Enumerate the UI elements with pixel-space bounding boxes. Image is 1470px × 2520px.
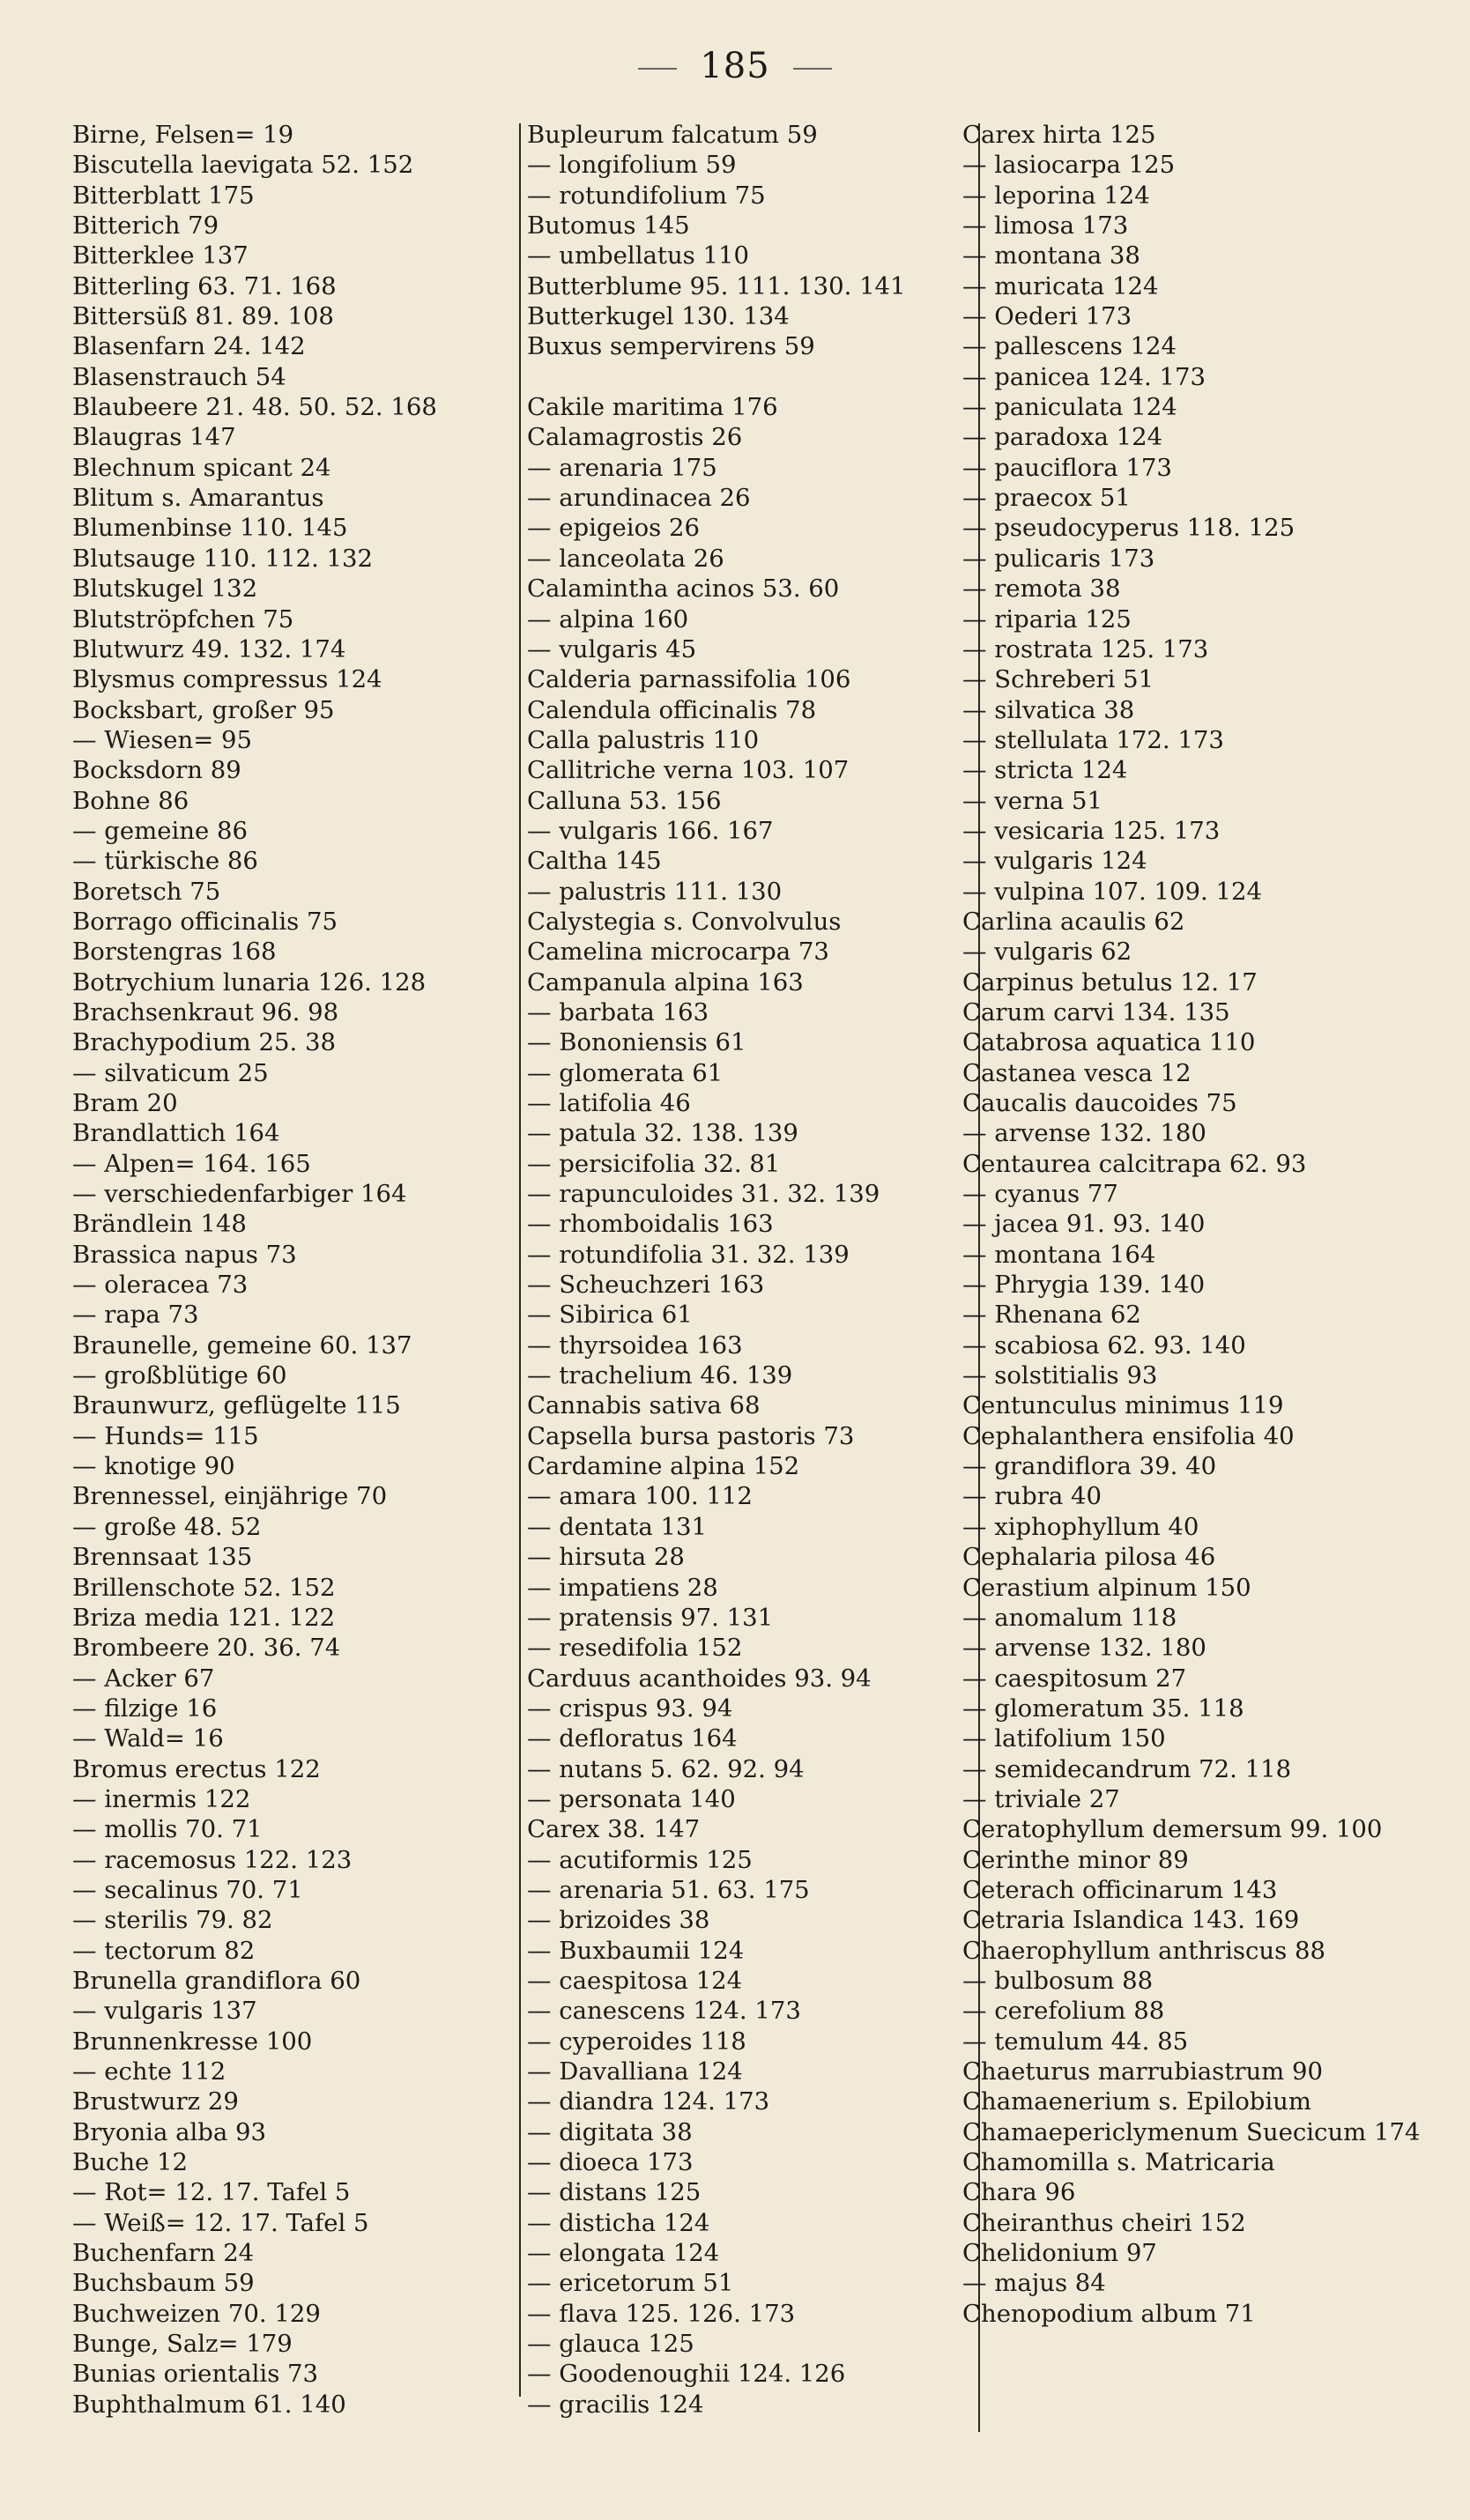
index-entry: Blechnum spicant 24 — [72, 453, 331, 482]
index-entry: — pseudocyperus 118. 125 — [962, 514, 1296, 543]
index-entry: Biscutella laevigata 52. 152 — [72, 151, 414, 180]
index-entry: — großblütige 60 — [72, 1361, 287, 1390]
index-entry: Chenopodium album 71 — [962, 2299, 1256, 2328]
index-entry: — Sibirica 61 — [527, 1301, 693, 1330]
index-entry: — gracilis 124 — [527, 2390, 704, 2419]
index-entry: — knotige 90 — [72, 1452, 235, 1481]
index-entry: — cerefolium 88 — [962, 1997, 1165, 2026]
index-entry: Brachypodium 25. 38 — [72, 1028, 336, 1057]
index-entry: — amara 100. 112 — [527, 1482, 753, 1511]
index-entry: Chelidonium 97 — [962, 2239, 1157, 2268]
index-entry: — flava 125. 126. 173 — [527, 2299, 796, 2328]
index-entry: — paniculata 124 — [962, 393, 1177, 422]
index-entry: Blaugras 147 — [72, 423, 236, 452]
index-entry: Brillenschote 52. 152 — [72, 1573, 336, 1602]
index-entry: — Phrygia 139. 140 — [962, 1271, 1206, 1300]
index-entry: Calendula officinalis 78 — [527, 695, 817, 724]
index-entry: — gemeine 86 — [72, 816, 248, 845]
index-entry: — Hunds= 115 — [72, 1421, 259, 1450]
index-entry: — rotundifolia 31. 32. 139 — [527, 1240, 850, 1269]
index-entry: — solstitialis 93 — [962, 1361, 1158, 1390]
page-number: 185 — [0, 46, 1470, 86]
index-entry: — arenaria 175 — [527, 453, 717, 482]
index-entry: Callitriche verna 103. 107 — [527, 756, 850, 785]
index-entry: — remota 38 — [962, 574, 1121, 604]
index-entry: Boretsch 75 — [72, 877, 221, 906]
index-entry: Brandlattich 164 — [72, 1119, 280, 1148]
index-entry: — bulbosum 88 — [962, 1966, 1154, 1995]
index-entry: Cerinthe minor 89 — [962, 1845, 1189, 1874]
index-entry: — arundinacea 26 — [527, 484, 751, 513]
index-entry: — Rot= 12. 17. Tafel 5 — [72, 2178, 351, 2207]
index-entry: — distans 125 — [527, 2178, 702, 2207]
index-entry: Cephalanthera ensifolia 40 — [962, 1421, 1295, 1450]
index-entry: — Weiß= 12. 17. Tafel 5 — [72, 2208, 369, 2237]
index-entry: Bitterblatt 175 — [72, 181, 255, 210]
index-entry: Ceterach officinarum 143 — [962, 1875, 1278, 1904]
index-entry: — vulgaris 166. 167 — [527, 816, 774, 845]
index-entry: — caespitosum 27 — [962, 1664, 1187, 1693]
index-entry: Butomus 145 — [527, 211, 690, 241]
index-entry: Cakile maritima 176 — [527, 393, 778, 422]
index-entry: — limosa 173 — [962, 211, 1129, 241]
index-entry: Bocksdorn 89 — [72, 756, 241, 785]
index-entry: — mollis 70. 71 — [72, 1815, 263, 1844]
index-entry: — rubra 40 — [962, 1482, 1102, 1511]
index-entry: — pallescens 124 — [962, 332, 1177, 361]
index-entry: — personata 140 — [527, 1784, 736, 1813]
index-entry: Blutsauge 110. 112. 132 — [72, 544, 374, 573]
index-entry: — türkische 86 — [72, 847, 258, 876]
index-entry: — elongata 124 — [527, 2239, 720, 2268]
index-entry: Chara 96 — [962, 2178, 1076, 2207]
index-entry: — vulpina 107. 109. 124 — [962, 877, 1262, 906]
index-entry: — epigeios 26 — [527, 514, 700, 543]
index-entry: Camelina microcarpa 73 — [527, 938, 829, 967]
index-entry: Brunella grandiflora 60 — [72, 1966, 361, 1995]
index-entry: Calamagrostis 26 — [527, 423, 743, 452]
index-entry: Blutwurz 49. 132. 174 — [72, 634, 346, 663]
index-entry: — verna 51 — [962, 786, 1103, 815]
index-entry: — crispus 93. 94 — [527, 1694, 733, 1723]
index-entry: — xiphophyllum 40 — [962, 1512, 1199, 1541]
index-entry: — Oederi 173 — [962, 302, 1132, 331]
index-entry: — tectorum 82 — [72, 1936, 256, 1965]
index-entry: — anomalum 118 — [962, 1603, 1177, 1632]
index-entry: — grandiflora 39. 40 — [962, 1452, 1217, 1481]
index-entry: — acutiformis 125 — [527, 1845, 753, 1874]
index-entry: — vulgaris 62 — [962, 938, 1132, 967]
index-entry: — Goodenoughii 124. 126 — [527, 2360, 846, 2389]
index-entry: — cyperoides 118 — [527, 2027, 746, 2056]
index-entry: Carduus acanthoides 93. 94 — [527, 1664, 872, 1693]
index-entry: — hirsuta 28 — [527, 1543, 685, 1572]
index-entry: — dentata 131 — [527, 1512, 707, 1541]
index-entry: — umbellatus 110 — [527, 241, 749, 271]
index-entry: Brustwurz 29 — [72, 2087, 239, 2116]
index-entry: — longifolium 59 — [527, 151, 737, 180]
index-entry: — Scheuchzeri 163 — [527, 1271, 765, 1300]
index-entry: Calderia parnassifolia 106 — [527, 665, 851, 694]
index-entry: Carum carvi 134. 135 — [962, 997, 1230, 1027]
index-entry: Butterblume 95. 111. 130. 141 — [527, 271, 906, 300]
index-entry: Buphthalmum 61. 140 — [72, 2390, 346, 2419]
index-entry: — alpina 160 — [527, 604, 689, 634]
column-divider-1 — [519, 123, 521, 2397]
index-entry: Bunge, Salz= 179 — [72, 2330, 293, 2359]
index-entry: Blasenstrauch 54 — [72, 362, 286, 391]
index-column-1 — [72, 120, 513, 2420]
index-entry: — inermis 122 — [72, 1784, 251, 1813]
index-entry: — riparia 125 — [962, 604, 1132, 634]
index-entry: — patula 32. 138. 139 — [527, 1119, 798, 1148]
index-entry: — lasiocarpa 125 — [962, 151, 1176, 180]
index-entry: Buxus sempervirens 59 — [527, 332, 815, 361]
index-entry: — stellulata 172. 173 — [962, 725, 1224, 754]
index-entry: Briza media 121. 122 — [72, 1603, 336, 1632]
index-entry: — arenaria 51. 63. 175 — [527, 1875, 810, 1904]
index-entry: Brassica napus 73 — [72, 1240, 297, 1269]
index-entry: — oleracea 73 — [72, 1271, 249, 1300]
index-entry: — leporina 124 — [962, 181, 1150, 210]
index-entry: — ericetorum 51 — [527, 2269, 734, 2298]
index-entry: Castanea vesca 12 — [962, 1058, 1192, 1087]
index-entry: Bram 20 — [72, 1089, 178, 1117]
index-entry: — vesicaria 125. 173 — [962, 816, 1221, 845]
blank-line — [527, 362, 968, 392]
index-entry: — caespitosa 124 — [527, 1966, 743, 1995]
index-entry: Chamomilla s. Matricaria — [962, 2148, 1275, 2177]
index-entry: — impatiens 28 — [527, 1573, 718, 1602]
index-entry: — resedifolia 152 — [527, 1634, 743, 1663]
index-entry: — Acker 67 — [72, 1664, 215, 1693]
index-entry: — sterilis 79. 82 — [72, 1906, 273, 1935]
index-entry: Brennessel, einjährige 70 — [72, 1482, 388, 1511]
index-entry: — scabiosa 62. 93. 140 — [962, 1330, 1246, 1360]
index-entry: Cheiranthus cheiri 152 — [962, 2208, 1246, 2237]
index-entry: Brombeere 20. 36. 74 — [72, 1634, 341, 1663]
index-entry: — glomerata 61 — [527, 1058, 724, 1087]
index-entry: — Schreberi 51 — [962, 665, 1154, 694]
index-entry: — trachelium 46. 139 — [527, 1361, 793, 1390]
index-entry: — temulum 44. 85 — [962, 2027, 1189, 2056]
index-entry: Carlina acaulis 62 — [962, 907, 1185, 936]
index-entry: Calamintha acinos 53. 60 — [527, 574, 840, 604]
index-entry: Birne, Felsen= 19 — [72, 121, 294, 149]
index-entry: — lanceolata 26 — [527, 544, 724, 573]
index-column-3 — [962, 120, 1438, 2329]
index-entry: — stricta 124 — [962, 756, 1128, 785]
index-entry: — brizoides 38 — [527, 1906, 710, 1935]
index-entry: — defloratus 164 — [527, 1724, 738, 1753]
index-entry: Calystegia s. Convolvulus — [527, 907, 842, 936]
index-entry: — digitata 38 — [527, 2117, 693, 2146]
index-entry: — latifolium 150 — [962, 1724, 1166, 1753]
index-entry: — canescens 124. 173 — [527, 1997, 801, 2026]
index-entry: Brändlein 148 — [72, 1210, 247, 1239]
index-entry: — nutans 5. 62. 92. 94 — [527, 1754, 805, 1783]
index-entry: — palustris 111. 130 — [527, 877, 783, 906]
index-entry: — dioeca 173 — [527, 2148, 694, 2177]
index-entry: — cyanus 77 — [962, 1180, 1118, 1209]
index-entry: Borrago officinalis 75 — [72, 907, 338, 936]
index-entry: Bitterklee 137 — [72, 241, 249, 271]
index-entry: Calla palustris 110 — [527, 725, 760, 754]
index-entry: — panicea 124. 173 — [962, 362, 1206, 391]
index-entry: — majus 84 — [962, 2269, 1106, 2298]
index-entry: — pulicaris 173 — [962, 544, 1155, 573]
index-entry: — silvaticum 25 — [72, 1058, 269, 1087]
index-entry: — Buxbaumii 124 — [527, 1936, 745, 1965]
index-entry: Blutskugel 132 — [72, 574, 258, 604]
index-entry: Catabrosa aquatica 110 — [962, 1028, 1256, 1057]
index-entry: Brennsaat 135 — [72, 1543, 253, 1572]
index-entry: Buche 12 — [72, 2148, 189, 2177]
index-entry: Carpinus betulus 12. 17 — [962, 967, 1258, 997]
index-entry: — racemosus 122. 123 — [72, 1845, 353, 1874]
index-entry: Centaurea calcitrapa 62. 93 — [962, 1149, 1307, 1178]
index-entry: — Wiesen= 95 — [72, 725, 252, 754]
index-entry: — semidecandrum 72. 118 — [962, 1754, 1292, 1783]
index-entry: Blaubeere 21. 48. 50. 52. 168 — [72, 393, 437, 422]
index-column-2 — [527, 120, 968, 2420]
index-entry: Brachsenkraut 96. 98 — [72, 997, 339, 1027]
index-entry: Carex hirta 125 — [962, 121, 1156, 149]
index-entry: — vulgaris 137 — [72, 1997, 257, 2026]
index-entry: Blumenbinse 110. 145 — [72, 514, 348, 543]
index-entry: — barbata 163 — [527, 997, 709, 1027]
index-entry: Brunnenkresse 100 — [72, 2027, 313, 2056]
index-entry: — arvense 132. 180 — [962, 1119, 1206, 1148]
index-entry: — glomeratum 35. 118 — [962, 1694, 1244, 1723]
index-entry: — persicifolia 32. 81 — [527, 1149, 781, 1178]
index-entry: Buchweizen 70. 129 — [72, 2299, 321, 2328]
index-entry: — vulgaris 45 — [527, 634, 697, 663]
index-entry: Borstengras 168 — [72, 938, 277, 967]
index-entry: Chaeturus marrubiastrum 90 — [962, 2057, 1323, 2086]
index-entry: Bupleurum falcatum 59 — [527, 121, 818, 149]
index-entry: Cannabis sativa 68 — [527, 1391, 761, 1420]
index-entry: — große 48. 52 — [72, 1512, 262, 1541]
index-entry: Bitterich 79 — [72, 211, 219, 241]
index-entry: Campanula alpina 163 — [527, 967, 804, 997]
index-entry: — rapa 73 — [72, 1301, 199, 1330]
index-entry: — filzige 16 — [72, 1694, 218, 1723]
index-entry: — rotundifolium 75 — [527, 181, 766, 210]
index-entry: Braunwurz, geflügelte 115 — [72, 1391, 401, 1420]
index-entry: — rhomboidalis 163 — [527, 1210, 774, 1239]
index-entry: — montana 164 — [962, 1240, 1156, 1269]
index-entry: Butterkugel 130. 134 — [527, 302, 790, 331]
index-entry: Bitterling 63. 71. 168 — [72, 271, 337, 300]
index-entry: Blasenfarn 24. 142 — [72, 332, 306, 361]
index-entry: Chamaepericlymenum Suecicum 174 — [962, 2117, 1421, 2146]
index-entry: Caltha 145 — [527, 847, 662, 876]
index-entry: — paradoxa 124 — [962, 423, 1163, 452]
index-entry: — Bononiensis 61 — [527, 1028, 746, 1057]
index-entry: — praecox 51 — [962, 484, 1131, 513]
index-entry: — triviale 27 — [962, 1784, 1120, 1813]
index-entry: — vulgaris 124 — [962, 847, 1147, 876]
index-entry: Cephalaria pilosa 46 — [962, 1543, 1216, 1572]
index-entry: Carex 38. 147 — [527, 1815, 701, 1844]
index-entry: — Wald= 16 — [72, 1724, 224, 1753]
index-entry: — pauciflora 173 — [962, 453, 1172, 482]
index-entry: — rapunculoides 31. 32. 139 — [527, 1180, 880, 1209]
index-entry: — Davalliana 124 — [527, 2057, 743, 2086]
index-entry: — montana 38 — [962, 241, 1140, 271]
index-entry: Calluna 53. 156 — [527, 786, 722, 815]
index-entry: Botrychium lunaria 126. 128 — [72, 967, 427, 997]
index-entry: Bocksbart, großer 95 — [72, 695, 335, 724]
index-entry: — rostrata 125. 173 — [962, 634, 1209, 663]
index-entry: — echte 112 — [72, 2057, 226, 2086]
index-entry: Chaerophyllum anthriscus 88 — [962, 1936, 1325, 1965]
index-entry: — diandra 124. 173 — [527, 2087, 770, 2116]
index-entry: Chamaenerium s. Epilobium — [962, 2087, 1311, 2116]
index-entry: Buchenfarn 24 — [72, 2239, 255, 2268]
index-entry: Cardamine alpina 152 — [527, 1452, 800, 1481]
index-entry: Cetraria Islandica 143. 169 — [962, 1906, 1300, 1935]
index-entry: Bunias orientalis 73 — [72, 2360, 319, 2389]
index-entry: — glauca 125 — [527, 2330, 694, 2359]
index-entry: Blysmus compressus 124 — [72, 665, 382, 694]
index-entry: Caucalis daucoides 75 — [962, 1089, 1237, 1117]
index-entry: Bittersüß 81. 89. 108 — [72, 302, 334, 331]
index-entry: — Rhenana 62 — [962, 1301, 1141, 1330]
index-entry: Braunelle, gemeine 60. 137 — [72, 1330, 412, 1360]
index-entry: — disticha 124 — [527, 2208, 710, 2237]
index-entry: Cerastium alpinum 150 — [962, 1573, 1251, 1602]
index-entry: Bromus erectus 122 — [72, 1754, 321, 1783]
index-entry: — jacea 91. 93. 140 — [962, 1210, 1206, 1239]
index-entry: — muricata 124 — [962, 271, 1159, 300]
index-entry: — silvatica 38 — [962, 695, 1135, 724]
index-entry: Blutströpfchen 75 — [72, 604, 294, 634]
index-entry: — arvense 132. 180 — [962, 1634, 1206, 1663]
index-entry: — pratensis 97. 131 — [527, 1603, 774, 1632]
index-entry: — secalinus 70. 71 — [72, 1875, 303, 1904]
index-entry: — latifolia 46 — [527, 1089, 691, 1117]
index-entry: — Alpen= 164. 165 — [72, 1149, 311, 1178]
index-entry: Bohne 86 — [72, 786, 189, 815]
index-entry: — verschiedenfarbiger 164 — [72, 1180, 407, 1209]
index-entry: — thyrsoidea 163 — [527, 1330, 743, 1360]
index-entry: Buchsbaum 59 — [72, 2269, 255, 2298]
index-entry: Blitum s. Amarantus — [72, 484, 324, 513]
index-entry: Bryonia alba 93 — [72, 2117, 267, 2146]
index-entry: Centunculus minimus 119 — [962, 1391, 1284, 1420]
index-entry: Capsella bursa pastoris 73 — [527, 1421, 855, 1450]
index-entry: Ceratophyllum demersum 99. 100 — [962, 1815, 1383, 1844]
